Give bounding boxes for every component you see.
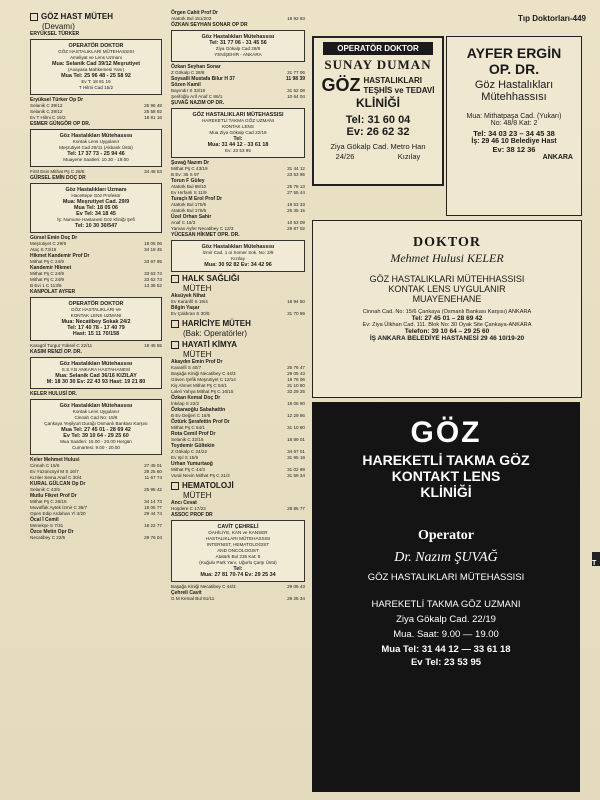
tab-label: T xyxy=(592,560,597,567)
entry-phone: 33 87 95 xyxy=(144,259,162,264)
entry-address: First Esin Mithat Pş C 28/5 xyxy=(30,169,85,174)
entry-address: Atatürk Bul 88/10 xyxy=(171,184,207,189)
entry-phone: 10 64 04 xyxy=(287,94,305,99)
entry-name: Aksüyek Nihat xyxy=(171,293,206,299)
entry-address: B Ev Değeri C 18/5 xyxy=(171,413,211,418)
entry-phone: 23 53 95 xyxy=(287,172,305,177)
ad-line3: MUAYENEHANE xyxy=(412,294,482,304)
ad-address-area: Kızılay xyxy=(397,152,421,161)
boxed-listing-line: Ev T: 18 81 16 xyxy=(81,79,111,84)
entry-phone: 34 14 73 xyxy=(144,499,162,504)
entry-name: Sözen Kamil xyxy=(171,82,201,88)
entry-address: Meşrutiyet C 29/9 xyxy=(30,241,66,246)
entry-address: Mithat Pş C 24/9 xyxy=(30,277,64,282)
checkbox-icon xyxy=(171,320,179,328)
ad-line2: KONTAK LENS UYGULANIR xyxy=(388,284,506,294)
ad-line2: TEŞHİS ve TEDAVİ xyxy=(363,85,435,95)
entry-phone: 11 67 74 xyxy=(144,475,162,480)
listing-row xyxy=(171,473,305,479)
ad-address: Ziya Gökalp Cad. 22/19 xyxy=(396,614,496,625)
entry-address: Kiş Ahmet Mithat Pş C 54/1 xyxy=(171,383,227,388)
entry-phone: 12 29 86 xyxy=(287,413,305,418)
entry-name: KELER HULUSİ DR. xyxy=(30,391,77,397)
entry-phone: 28 86 77 xyxy=(287,506,305,511)
entry-address: Atatürk Bul 175/5 xyxy=(171,202,207,207)
entry-address: B Evi 1 C 113/6 xyxy=(30,283,62,288)
entry-address: Atatürk Bul 175/5 xyxy=(171,208,207,213)
boxed-listing-line: Mua Ziya Gökalp Cad 22/19 xyxy=(209,130,267,135)
entry-phone: 18 22 77 xyxy=(144,523,162,528)
entry-name: YÜCESAN HİKMET OPR. DR. xyxy=(171,232,240,238)
entry-phone: 31 70 89 xyxy=(287,311,305,316)
entry-address: Mithat Pş C 43/19 xyxy=(171,166,208,171)
entry-phone: 31 77 06 xyxy=(287,70,305,75)
boxed-listing-line: Göz Hastalıkları Uzmanı xyxy=(65,187,127,193)
entry-address: Selanik C 43/5 xyxy=(30,487,60,492)
section-subheading: (Devamı) xyxy=(42,22,75,31)
entry-name: ESMER GÜNGÖR OP DR. xyxy=(30,121,91,127)
entry-phone: 29 87 02 xyxy=(287,226,305,231)
page-edge-tab xyxy=(592,552,600,566)
boxed-listing-line: M: 18 30 30 Ev: 22 43 93 Hast: 19 21 80 xyxy=(46,379,146,385)
entry-name: Bilgin Yaşar xyxy=(171,305,200,311)
ad-operator: Operator xyxy=(418,528,474,543)
boxed-listing-line: Ev Tel: 34 18 45 xyxy=(76,211,116,217)
boxed-listing xyxy=(171,108,305,158)
boxed-listing-line: CAVİT ÇEHRELİ xyxy=(217,524,259,530)
entry-address: Karanfil S 40/7 xyxy=(171,365,202,370)
entry-name: KURAL GÜLCAN Op Dr xyxy=(30,481,86,487)
ad-ev: Ev: Ziya Ülkhan Cad. 111. Blok No: 30 Oyak Site Çankaya-ANKARA xyxy=(362,322,532,328)
boxed-listing-line: Atatürk Bul 235 Kat: 5 xyxy=(215,554,261,559)
ad-line1: Göz Hastalıkları xyxy=(474,79,554,91)
boxed-listing-line: GÖZ HASTALIKLARI MÜTEHASSISI xyxy=(58,49,134,54)
boxed-listing-line: Göz Hastalıkları Mütehassısı xyxy=(201,34,275,40)
boxed-listing-line: Göz Hastalıkları Mütehassısı xyxy=(59,133,133,139)
listing-column-middle xyxy=(171,10,305,602)
boxed-listing-line: İzmir Cad. 1 oi Somer Sok. No: 2/9 xyxy=(202,250,274,255)
entry-phone: 31 10 80 xyxy=(287,425,305,430)
boxed-listing-line: YENİŞEHİR - ANKARA xyxy=(214,52,262,57)
entry-name: Ancı Cevat xyxy=(171,500,197,506)
ad-address: Cinnah Cad. No: 15/6 Çankaya (Osmanlı Bankası Karşısı) ANKARA xyxy=(362,309,532,315)
boxed-listing xyxy=(171,30,305,62)
listing-column-left xyxy=(30,10,162,541)
entry-name: Örgen Cahit Prof Dr xyxy=(171,10,218,16)
boxed-listing xyxy=(171,520,305,582)
boxed-listing-line: Tel: xyxy=(233,136,243,142)
section-heading-text: GÖZ HAST MÜTEH xyxy=(41,12,113,21)
boxed-listing-line: Tel: 17 40 78 - 17 40 79 xyxy=(67,325,125,331)
entry-address: Anaf C 16/3 xyxy=(171,220,196,225)
ad-is: İş: 29 46 10 Belediye Hast xyxy=(471,138,557,145)
boxed-listing-line: (Kuğulu Park Yanı, Uğurlu Çarşı Üstü) xyxy=(199,560,277,565)
entry-address: Başağa Kiniği Necatibey C 44/3 xyxy=(171,584,236,589)
boxed-listing-line: Mua: 30 92 82 Ev: 34 42 96 xyxy=(204,262,272,268)
ad-city: ANKARA xyxy=(542,154,573,161)
boxed-listing-line: Cumartesi: 9.00 - 20.00 xyxy=(71,445,120,450)
ad-title: DOKTOR xyxy=(413,235,481,250)
entry-name: Kandemir Hikmet xyxy=(30,265,72,271)
entry-phone: 18 05 77 xyxy=(144,505,162,510)
listing-row xyxy=(171,596,305,602)
entry-name: ERYÜKSEL TÜRKER xyxy=(30,31,80,37)
ad-address2: No: 48/8 Kat: 2 xyxy=(490,120,538,127)
boxed-listing-line: OPERATÖR DOKTOR xyxy=(68,301,124,307)
boxed-listing-line: Mua: Necatibey Sokak 24/2 xyxy=(61,319,131,325)
boxed-listing-line: Ziya Gökalp Cad 28/8 xyxy=(215,46,261,51)
entry-phone: 33 63 74 xyxy=(144,271,162,276)
entry-name: Urhan Yumurtaoğ xyxy=(171,461,213,467)
entry-name: Özce Metin Opr Dr xyxy=(30,529,74,535)
section-heading xyxy=(171,319,305,328)
entry-address: Ataç S 73/15 xyxy=(30,247,57,252)
ad-title: OP. DR. xyxy=(488,61,540,77)
entry-address: Kızıler Sema Anaf C 30/4 xyxy=(30,475,82,480)
ad-address-no: 24/26 xyxy=(335,152,355,161)
entry-address: Laleli Yahya Mithat Pş C 16/15 xyxy=(171,389,234,394)
page-header: Tıp Doktorları-449 xyxy=(517,14,586,23)
entry-phone: 25 35 15 xyxy=(287,208,305,213)
ad-name: AYFER ERGİN xyxy=(466,45,562,61)
boxed-listing-line: KONTAK LENS xyxy=(222,124,254,129)
boxed-listing xyxy=(30,357,162,389)
entry-phone: 25 96 48 xyxy=(144,103,162,108)
entry-address: Atatürk Bul 151/203 xyxy=(171,16,212,21)
boxed-listing-line: Mua: Selanik Cad 39/12 Meşrutiyet xyxy=(51,61,141,67)
ad-address: Mua: Mithatpaşa Cad. (Yukarı) xyxy=(466,113,562,120)
boxed-listing-line: Tel: 10 30 30/547 xyxy=(74,223,118,229)
boxed-listing-line: Göz Hastalıkları Mütehassısı xyxy=(201,244,275,250)
ad-line3: KLİNİĞİ xyxy=(420,484,472,500)
boxed-listing xyxy=(30,129,162,167)
ad-sunay-duman xyxy=(312,36,444,186)
ad-line1: HAREKETLİ TAKMA GÖZ xyxy=(362,452,530,468)
entry-name: Öztürk Şerafettin Prof Dr xyxy=(171,419,230,425)
ad-spec2: HAREKETLİ TAKMA GÖZ UZMANI xyxy=(371,599,521,610)
entry-name: ASSOC PROF DR xyxy=(171,512,213,518)
ad-hours: Mua. Saat: 9.00 — 19.00 xyxy=(393,629,499,640)
boxed-listing-line: Hast: 15 11 70/158 xyxy=(72,331,120,337)
boxed-listing-line: Kızılay xyxy=(231,256,245,261)
boxed-listing xyxy=(30,297,162,341)
ad-tel: Mua Tel: 31 44 12 — 33 61 18 xyxy=(381,644,511,655)
entry-phone: 25 78 13 xyxy=(287,184,305,189)
entry-address: İnkılap S 22/2 xyxy=(171,401,200,406)
boxed-listing-line: Çankaya Yeşilyurt Durağı Osmanlı Bankası Karşısı xyxy=(44,421,148,426)
entry-name: Hikmet Kandemir Prof Dr xyxy=(30,253,90,259)
entry-phone: 34 48 53 xyxy=(144,169,162,174)
boxed-listing-line: DAHİLİYE, KAN ve KANSER xyxy=(208,530,268,535)
section-heading xyxy=(171,274,305,283)
entry-address: Mithat Pş C 24/9 xyxy=(30,259,64,264)
boxed-listing-line: Tel: 17 37 73 - 25 94 46 xyxy=(67,151,125,157)
boxed-listing-line: Ev Tel: 39 10 64 - 29 25 60 xyxy=(63,433,129,439)
ad-line1: HASTALIKLARI xyxy=(363,75,423,85)
boxed-listing-line: T Hilmi Cad 15/2 xyxy=(78,85,114,90)
entry-phone: 29 05 43 xyxy=(287,371,305,376)
entry-phone: 31 52 08 xyxy=(287,88,305,93)
boxed-listing-line: Mua: Meşrutiyet Cad. 29/9 xyxy=(62,199,130,205)
entry-name: Akaydın Emin Prof Dr xyxy=(171,359,223,365)
boxed-listing-line: INTERNIST, HEMATOLOGIST xyxy=(206,542,270,547)
entry-address: Hoşdere C 17/23 xyxy=(171,506,206,511)
ad-line2: Mütehhassısı xyxy=(481,91,547,103)
entry-phone: 25 58 92 xyxy=(144,109,162,114)
boxed-listing-line: Hacettepe Göz Profesör xyxy=(71,193,121,198)
entry-name: KANPOLAT AYFER xyxy=(30,289,76,295)
entry-address: Bayındır S 33/16 xyxy=(171,88,206,93)
entry-name: GÜRSEL EMİN DOÇ DR xyxy=(30,175,86,181)
entry-phone: 34 18 45 xyxy=(144,247,162,252)
ad-tel: Tel: 27 45 01 – 28 69 42 xyxy=(411,315,483,322)
entry-address: Mithat Pş C 44/3 xyxy=(171,467,205,472)
entry-address: Mithat Pş C 26/16 xyxy=(30,499,67,504)
ad-ev: Ev Tel: 23 53 95 xyxy=(410,657,482,668)
section-subheading: MÜTEH xyxy=(183,284,212,293)
boxed-listing-line: Mua Tel: 18 05 06 xyxy=(74,205,118,211)
entry-name: Özkan Seyhan Sonar xyxy=(171,64,221,70)
ad-line2: KONTAKT LENS xyxy=(391,468,501,484)
boxed-listing-line: Tel: xyxy=(233,566,243,572)
entry-address: Şerifoğlu Arif Anaf C 86/1 xyxy=(171,94,223,99)
entry-phone: 18 89 01 xyxy=(287,437,305,442)
entry-phone: 29 76 04 xyxy=(144,535,162,540)
boxed-listing-line: Ameliyat ve Lens Uzmanı xyxy=(69,55,123,60)
entry-phone: 33 62 73 xyxy=(144,277,162,282)
entry-name: ÖZKAN SEYHAN SONAR OP DR xyxy=(171,22,248,28)
boxed-listing-line: Muayene Saatleri: 10.30 - 19.00 xyxy=(63,157,129,162)
boxed-listing-line: İş: Numune Hastanesi Göz Kliniği Şefi xyxy=(57,217,135,222)
entry-address: Ev Hırfanlı S 11/9 xyxy=(171,190,207,195)
entry-address: Cinnah C 15/6 xyxy=(30,463,60,468)
entry-address: Ev Çaldıran S 30/5 xyxy=(171,311,210,316)
entry-name: Toydemir Gültekin xyxy=(171,443,215,449)
entry-phone: 10 53 09 xyxy=(287,220,305,225)
entry-phone: 18 05 06 xyxy=(144,241,162,246)
ad-spec: GÖZ HASTALIKLARI MÜTEHASSISI xyxy=(367,572,525,583)
boxed-listing-line: Mua: 27 81 70-74 Ev: 29 25 34 xyxy=(200,572,276,578)
checkbox-icon xyxy=(171,341,179,349)
checkbox-icon xyxy=(171,275,179,283)
entry-phone: 29 44 74 xyxy=(144,511,162,516)
section-subheading: MÜTEH xyxy=(183,491,212,500)
entry-name: Gürsel Emin Doç Dr xyxy=(30,235,78,241)
entry-phone: 31 10 80 xyxy=(287,383,305,388)
listing-row xyxy=(171,311,305,317)
ad-address: Ziya Gökalp Cad. Metro Han xyxy=(330,142,426,151)
entry-name: KASIM RENZİ OP. DR. xyxy=(30,349,82,355)
entry-address: Open Edip Ardahan Yl 4/20 xyxy=(30,511,86,516)
entry-phone: 29 25 34 xyxy=(287,596,305,601)
entry-phone: 18 76 06 xyxy=(287,377,305,382)
ad-ev: Ev: 26 62 32 xyxy=(346,126,410,138)
boxed-listing-line: Mua Tel: 25 96 48 - 25 58 92 xyxy=(61,73,131,79)
entry-address: Selanik C 39/12 xyxy=(30,103,63,108)
section-heading xyxy=(171,481,305,490)
ad-goz: GÖZ xyxy=(321,75,361,95)
entry-address: Selanik C 32/15 xyxy=(171,437,204,442)
section-heading-text: HEMATOLOJİ xyxy=(182,481,234,490)
boxed-listing-line: KONTAK LENS UZMANI xyxy=(70,313,122,318)
boxed-listing xyxy=(30,39,162,95)
ad-title: OPERATÖR DOKTOR xyxy=(323,42,433,55)
ad-goz: GÖZ xyxy=(410,416,482,449)
entry-address: Z Gökalp C 24/22 xyxy=(171,449,208,454)
entry-name: Turaçlı M Erol Prof Dr xyxy=(171,196,223,202)
boxed-listing-line: Mua Saatleri: 15.00 - 20.00 Hergün xyxy=(60,439,132,444)
ad-nazim-suvag xyxy=(312,402,580,792)
checkbox-icon xyxy=(30,13,38,21)
ad-hulusi-keler xyxy=(312,220,582,398)
section-subheading: MÜTEH xyxy=(183,350,212,359)
entry-phone: 25 76 47 xyxy=(287,365,305,370)
ad-line1: GÖZ HASTALIKLARI MÜTEHHASSISI xyxy=(369,274,525,284)
entry-name: ŞUVAĞ NAZIM OP DR. xyxy=(171,100,225,106)
entry-name: Mutlu Fikret Prof Dr xyxy=(30,493,77,499)
entry-name: Özkan Kemal Doç Dr xyxy=(171,395,221,401)
section-subheading: (Bak: Operatörler) xyxy=(183,329,248,338)
entry-phone: 31 44 12 xyxy=(287,166,305,171)
entry-name: Şuvağ Nazım Dr xyxy=(171,160,210,166)
entry-phone: 27 55 44 xyxy=(287,190,305,195)
entry-phone: 18 92 93 xyxy=(287,16,305,21)
entry-phone: 31 95 19 xyxy=(287,455,305,460)
entry-name: Soysalli Mustafa Bilur H 37 xyxy=(171,76,235,82)
ad-name: Dr. Nazım ŞUVAĞ xyxy=(394,550,498,565)
ad-name: Mehmet Hulusi KELER xyxy=(390,251,504,265)
entry-name: Özkaraoğlu Sabahattin xyxy=(171,407,226,413)
entry-address: Necatibey C 22/5 xyxy=(30,535,66,540)
ad-line3: KLİNİĞİ xyxy=(356,96,400,110)
entry-phone: 25 95 42 xyxy=(144,487,162,492)
entry-address: Menekşe S 7/31 xyxy=(30,523,64,528)
boxed-listing xyxy=(30,399,162,455)
entry-address: Mithat Pş C 24/9 xyxy=(30,271,64,276)
boxed-listing xyxy=(30,183,162,233)
entry-phone: 29 25 60 xyxy=(144,469,162,474)
entry-phone: 33 29 25 xyxy=(287,389,305,394)
ad-name: SUNAY DUMAN xyxy=(324,57,432,72)
ad-is: İŞ ANKARA BELEDİYE HASTANESİ 29 46 10/19-20 xyxy=(369,335,525,342)
entry-address: Ev Işıl S 15/9 xyxy=(171,455,199,460)
entry-name: Çehreli Cavit xyxy=(171,590,202,596)
entry-address: Başağa Kiniği Necatibey C 44/3 xyxy=(171,371,236,376)
entry-phone: 31 02 89 xyxy=(287,467,305,472)
entry-address: Ev Karanfil S 19/4 xyxy=(171,299,208,304)
boxed-listing-line: S.S.Y.B ANKARA HASTAHANESİ xyxy=(61,367,131,372)
boxed-listing-line: (Anayasa Mahkemesi Yanı) xyxy=(67,67,124,72)
boxed-listing-line: GÖZ HASTALIKLARI Ve xyxy=(71,307,121,312)
checkbox-icon xyxy=(171,482,179,490)
boxed-listing-line: Meşrutiyet Cad 29/11 (Akbank Üstü) xyxy=(59,145,133,150)
ad-ev-tel: Telefon: 39 10 64 – 29 25 60 xyxy=(404,328,490,335)
boxed-listing-line: Göz Hastalıkları Mütehassısı xyxy=(59,361,133,367)
entry-name: Üzel Orhan Sahir xyxy=(171,214,212,220)
section-heading-text: HALK SAĞLIĞI xyxy=(182,274,240,283)
entry-address: Ev Yüzüncüyıl M S 16/7 xyxy=(30,469,79,474)
section-heading xyxy=(171,340,305,349)
listing-row xyxy=(30,535,162,541)
boxed-listing-line: HAREKETLİ TAKMA GÖZ UZMANI xyxy=(201,118,275,123)
boxed-listing-line: Mua: Selanik Cad 36/16 KIZILAY xyxy=(55,373,137,379)
entry-address: Yaman Ayfer Necatibey C 12/3 xyxy=(171,226,234,231)
entry-address: Ev T Hilmi C 15/2 xyxy=(30,115,66,120)
entry-phone: 29 05 43 xyxy=(287,584,305,589)
entry-address: Z Gökalp C 28/8 xyxy=(171,70,205,75)
section-heading xyxy=(30,12,162,21)
entry-address: Muvaffak Aytek İzmir C 36/7 xyxy=(30,505,88,510)
entry-phone: 34 67 01 xyxy=(287,449,305,454)
entry-address: Güven Şefik Meşrutiyet C 12/14 xyxy=(171,377,236,382)
entry-phone: 18 06 90 xyxy=(287,401,305,406)
entry-address: Vural Nevin Mithat Pş C 21/2 xyxy=(171,473,230,478)
entry-phone: 18 53 33 xyxy=(287,202,305,207)
entry-address: G M Kemal Bul 61/11 xyxy=(171,596,215,601)
section-heading-text: HARİCİYE MÜTEH xyxy=(182,319,251,328)
section-heading-text: HAYATİ KİMYA xyxy=(182,340,237,349)
boxed-listing-line: Mua: 31 44 12 - 33 61 18 xyxy=(207,142,269,148)
boxed-listing-line: Ev: 23 53 95 xyxy=(225,148,251,153)
entry-name: Torun F Güley xyxy=(171,178,205,184)
ad-ev: Ev: 38 12 36 xyxy=(492,145,536,154)
ad-tel: Tel: 31 60 04 xyxy=(345,114,411,126)
entry-name: Eryüksel Türker Op Dr xyxy=(30,97,84,103)
entry-address: Mithat Pş C 54/1 xyxy=(171,425,205,430)
entry-address: Selanik C 39/12 xyxy=(30,109,63,114)
boxed-listing-line: Göz Hastalıkları Mütehassısı xyxy=(59,403,133,409)
boxed-listing-line: Mua Tel: 27 45 01 - 28 69 42 xyxy=(61,427,131,433)
entry-name: Keler Mehmet Hulusi xyxy=(30,457,80,463)
boxed-listing-line: OPERATÖR DOKTOR xyxy=(68,43,124,49)
boxed-listing-line: Cinnah Cad No: 15/6 xyxy=(74,415,118,420)
entry-phone: 18 81 16 xyxy=(144,115,162,120)
entry-name: Rota Cemil Prof Dr xyxy=(171,431,216,437)
boxed-listing-line: Kontak Lens Uygulanır xyxy=(72,139,120,144)
entry-phone: 31 59 34 xyxy=(287,473,305,478)
entry-phone: 18 94 50 xyxy=(287,299,305,304)
boxed-listing-line: Tel: 31 77 06 - 31 45 56 xyxy=(209,40,267,46)
ad-tel: Tel: 34 03 23 – 34 45 38 xyxy=(473,129,555,138)
boxed-listing xyxy=(171,240,305,272)
entry-address: B Ev: 35 S 97 xyxy=(171,172,200,177)
entry-phone: 18 45 55 xyxy=(144,343,162,348)
entry-address: Karagöl Turgut Yüksel C 22/11 xyxy=(30,343,93,348)
entry-phone: 11 98 39 xyxy=(285,76,305,82)
boxed-listing-line: HASTALIKLARI MÜTEHASSISI xyxy=(205,536,271,541)
entry-phone: 13 36 52 xyxy=(144,283,162,288)
boxed-listing-line: GÖZ HASTALIKLARI MÜTEHASSISI xyxy=(192,112,284,118)
ad-ayfer-ergin xyxy=(446,36,582,216)
entry-phone: 27 45 01 xyxy=(144,463,162,468)
boxed-listing-line: Kontak Lens Uygulanır xyxy=(72,409,120,414)
entry-name: Öcal İ Cemil xyxy=(30,517,59,523)
boxed-listing-line: AND ONCOLOGIST xyxy=(217,548,259,553)
